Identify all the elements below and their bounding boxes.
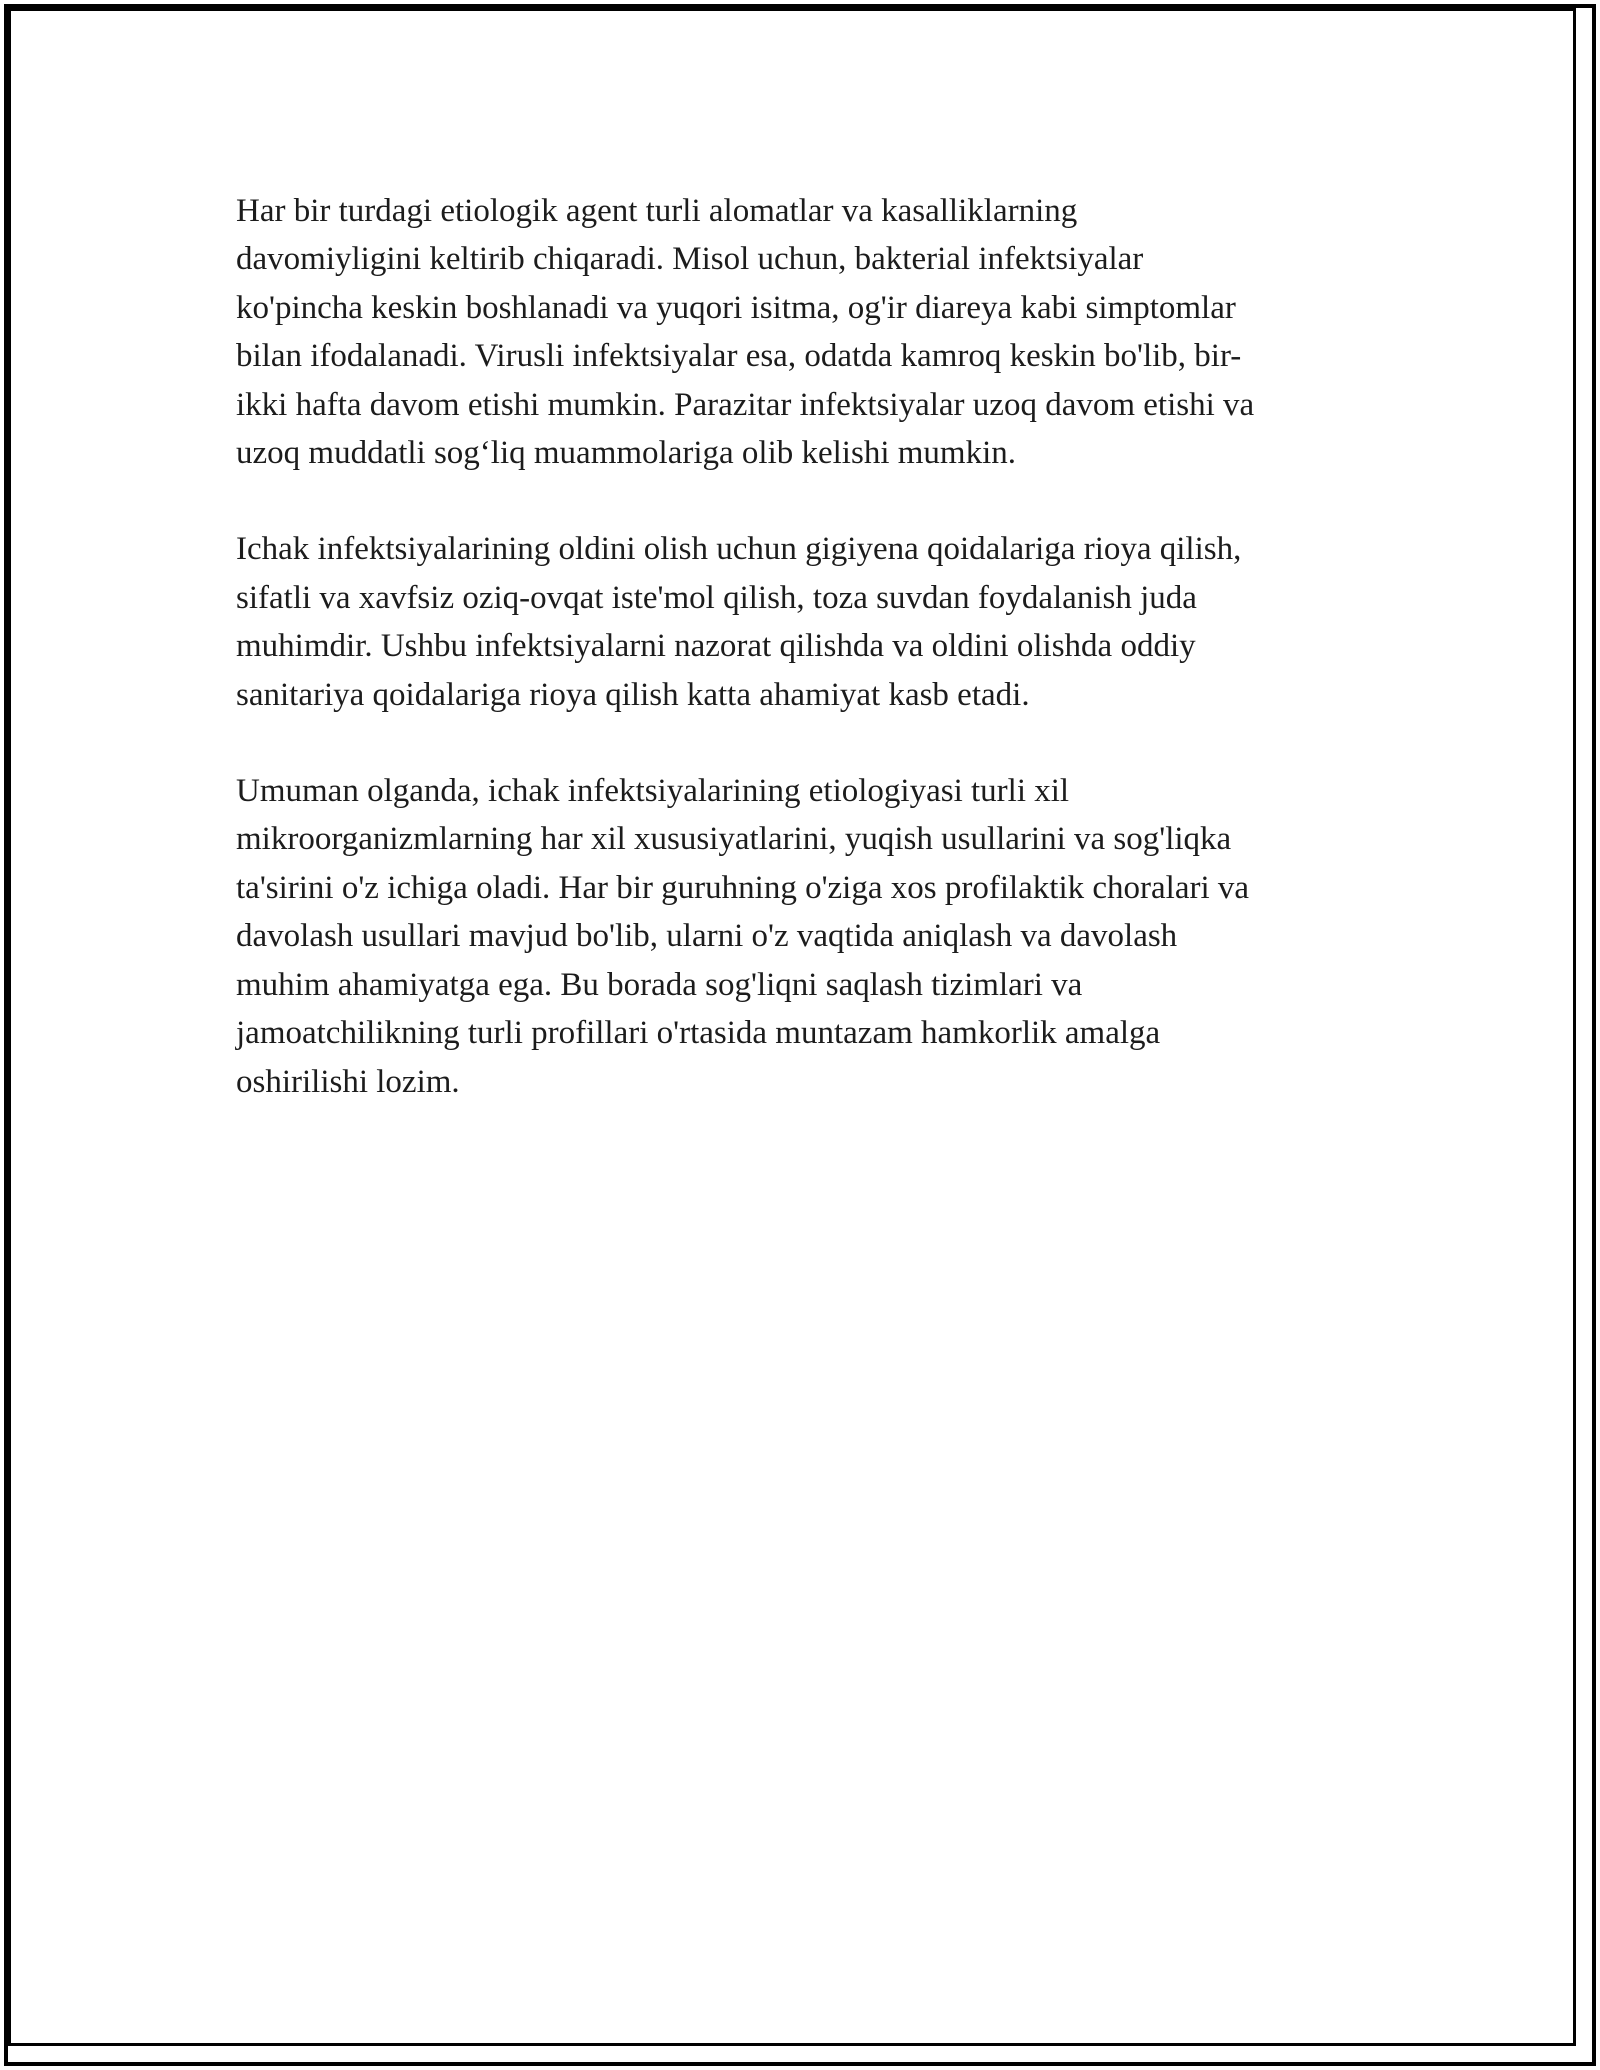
text-line: mikroorganizmlarning har xil xususiyatlarini, yuqish usullarini va sog'liqka [236,821,1232,858]
text-line: ko'pincha keskin boshlanadi va yuqori isitma, og'ir diareya kabi simptomlar [236,289,1236,326]
text-line: Umuman olganda, ichak infektsiyalarining etiologiyasi turli xil [236,773,1070,810]
text-line: muhim ahamiyatga ega. Bu borada sog'liqni saqlash tizimlari va [236,966,1083,1003]
text-line: uzoq muddatli sog‘liq muammolariga olib kelishi mumkin. [236,435,1016,472]
text-line: davomiyligini keltirib chiqaradi. Misol uchun, bakterial infektsiyalar [236,241,1144,278]
text-line: sifatli va xavfsiz oziq-ovqat iste'mol qilish, toza suvdan foydalanish juda [236,579,1197,616]
text-line: ikki hafta davom etishi mumkin. Parazitar infektsiyalar uzoq davom etishi va [236,386,1255,423]
paragraph-conclusion [236,767,1376,1106]
text-line: Har bir turdagi etiologik agent turli alomatlar va kasalliklarning [236,193,1078,229]
text-line: jamoatchilikning turli profillari o'rtasida muntazam hamkorlik amalga [236,1015,1161,1052]
document-body [236,187,1376,1154]
text-line: sanitariya qoidalariga rioya qilish katta ahamiyat kasb etadi. [236,676,1030,713]
paragraph-etiology-symptoms [236,187,1376,477]
paragraph-prevention [236,525,1376,719]
text-line: muhimdir. Ushbu infektsiyalarni nazorat qilishda va oldini olishda oddiy [236,628,1196,665]
text-line: bilan ifodalanadi. Virusli infektsiyalar esa, odatda kamroq keskin bo'lib, bir- [236,338,1242,375]
text-line: ta'sirini o'z ichiga oladi. Har bir guruhning o'ziga xos profilaktik choralari va [236,869,1250,906]
text-line: Ichak infektsiyalarining oldini olish uchun gigiyena qoidalariga rioya qilish, [236,531,1242,568]
text-line: davolash usullari mavjud bo'lib, ularni o'z vaqtida aniqlash va davolash [236,918,1178,955]
text-line: oshirilishi lozim. [236,1063,460,1100]
